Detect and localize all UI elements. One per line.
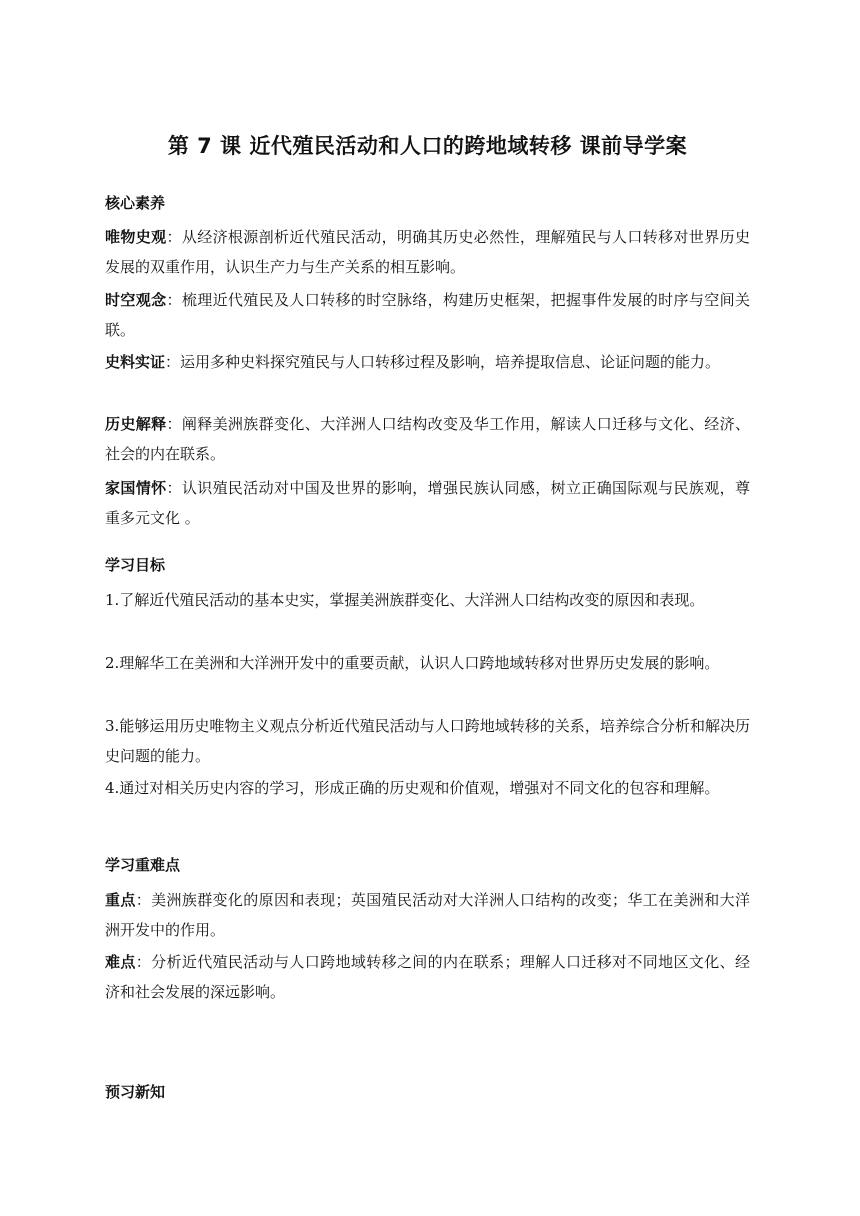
difficult-point-label: 难点 bbox=[105, 953, 136, 971]
core-item-text: ：运用多种史料探究殖民与人口转移过程及影响，培养提取信息、论证问题的能力。 bbox=[165, 353, 721, 371]
core-item-label: 史料实证 bbox=[105, 353, 166, 371]
lesson-title: 第 7 课 近代殖民活动和人口的跨地域转移 课前导学案 bbox=[167, 134, 688, 158]
learning-goals-heading: 学习目标 bbox=[105, 556, 166, 574]
core-literacy-heading: 核心素养 bbox=[105, 194, 166, 212]
goal-item-1: 1.了解近代殖民活动的基本史实，掌握美洲族群变化、大洋洲人口结构改变的原因和表现。 bbox=[105, 591, 705, 609]
core-item-text: ：阐释美洲族群变化、大洋洲人口结构改变及华工作用，解读人口迁移与文化、经济、社会的内在联系。 bbox=[105, 415, 750, 463]
goal-item-3: 3.能够运用历史唯物主义观点分析近代殖民活动与人口跨地域转移的关系，培养综合分析和解决历史问题的能力。 bbox=[105, 717, 750, 765]
preview-heading: 预习新知 bbox=[105, 1083, 166, 1101]
core-item-evidence bbox=[105, 347, 750, 377]
difficult-point-text: ：分析近代殖民活动与人口跨地域转移之间的内在联系；理解人口迁移对不同地区文化、经济和社会发展的深远影响。 bbox=[105, 953, 750, 1001]
key-point-item bbox=[105, 885, 750, 945]
core-item-label: 家国情怀 bbox=[105, 479, 167, 497]
core-item-label: 历史解释 bbox=[105, 415, 167, 433]
difficult-point-item bbox=[105, 947, 750, 1007]
key-difficult-heading: 学习重难点 bbox=[105, 856, 181, 874]
goal-item-2: 2.理解华工在美洲和大洋洲开发中的重要贡献，认识人口跨地域转移对世界历史发展的影响。 bbox=[105, 654, 720, 672]
core-item-materialism bbox=[105, 222, 750, 282]
core-item-text: ：梳理近代殖民及人口转移的时空脉络，构建历史框架，把握事件发展的时序与空间关联。 bbox=[105, 291, 750, 339]
core-item-text: ：认识殖民活动对中国及世界的影响，增强民族认同感，树立正确国际观与民族观，尊重多元文化 。 bbox=[105, 479, 750, 527]
key-point-label: 重点 bbox=[105, 891, 136, 909]
goal-item-4: 4.通过对相关历史内容的学习，形成正确的历史观和价值观，增强对不同文化的包容和理解。 bbox=[105, 779, 720, 797]
core-item-spacetime bbox=[105, 285, 750, 345]
core-item-interpretation bbox=[105, 409, 750, 469]
core-item-patriotism bbox=[105, 473, 750, 533]
core-item-label: 时空观念 bbox=[105, 291, 167, 309]
core-item-text: ：从经济根源剖析近代殖民活动，明确其历史必然性，理解殖民与人口转移对世界历史发展的双重作用，认识生产力与生产关系的相互影响。 bbox=[105, 228, 750, 276]
key-point-text: ：美洲族群变化的原因和表现；英国殖民活动对大洋洲人口结构的改变；华工在美洲和大洋洲开发中的作用。 bbox=[105, 891, 750, 939]
core-item-label: 唯物史观 bbox=[105, 228, 167, 246]
